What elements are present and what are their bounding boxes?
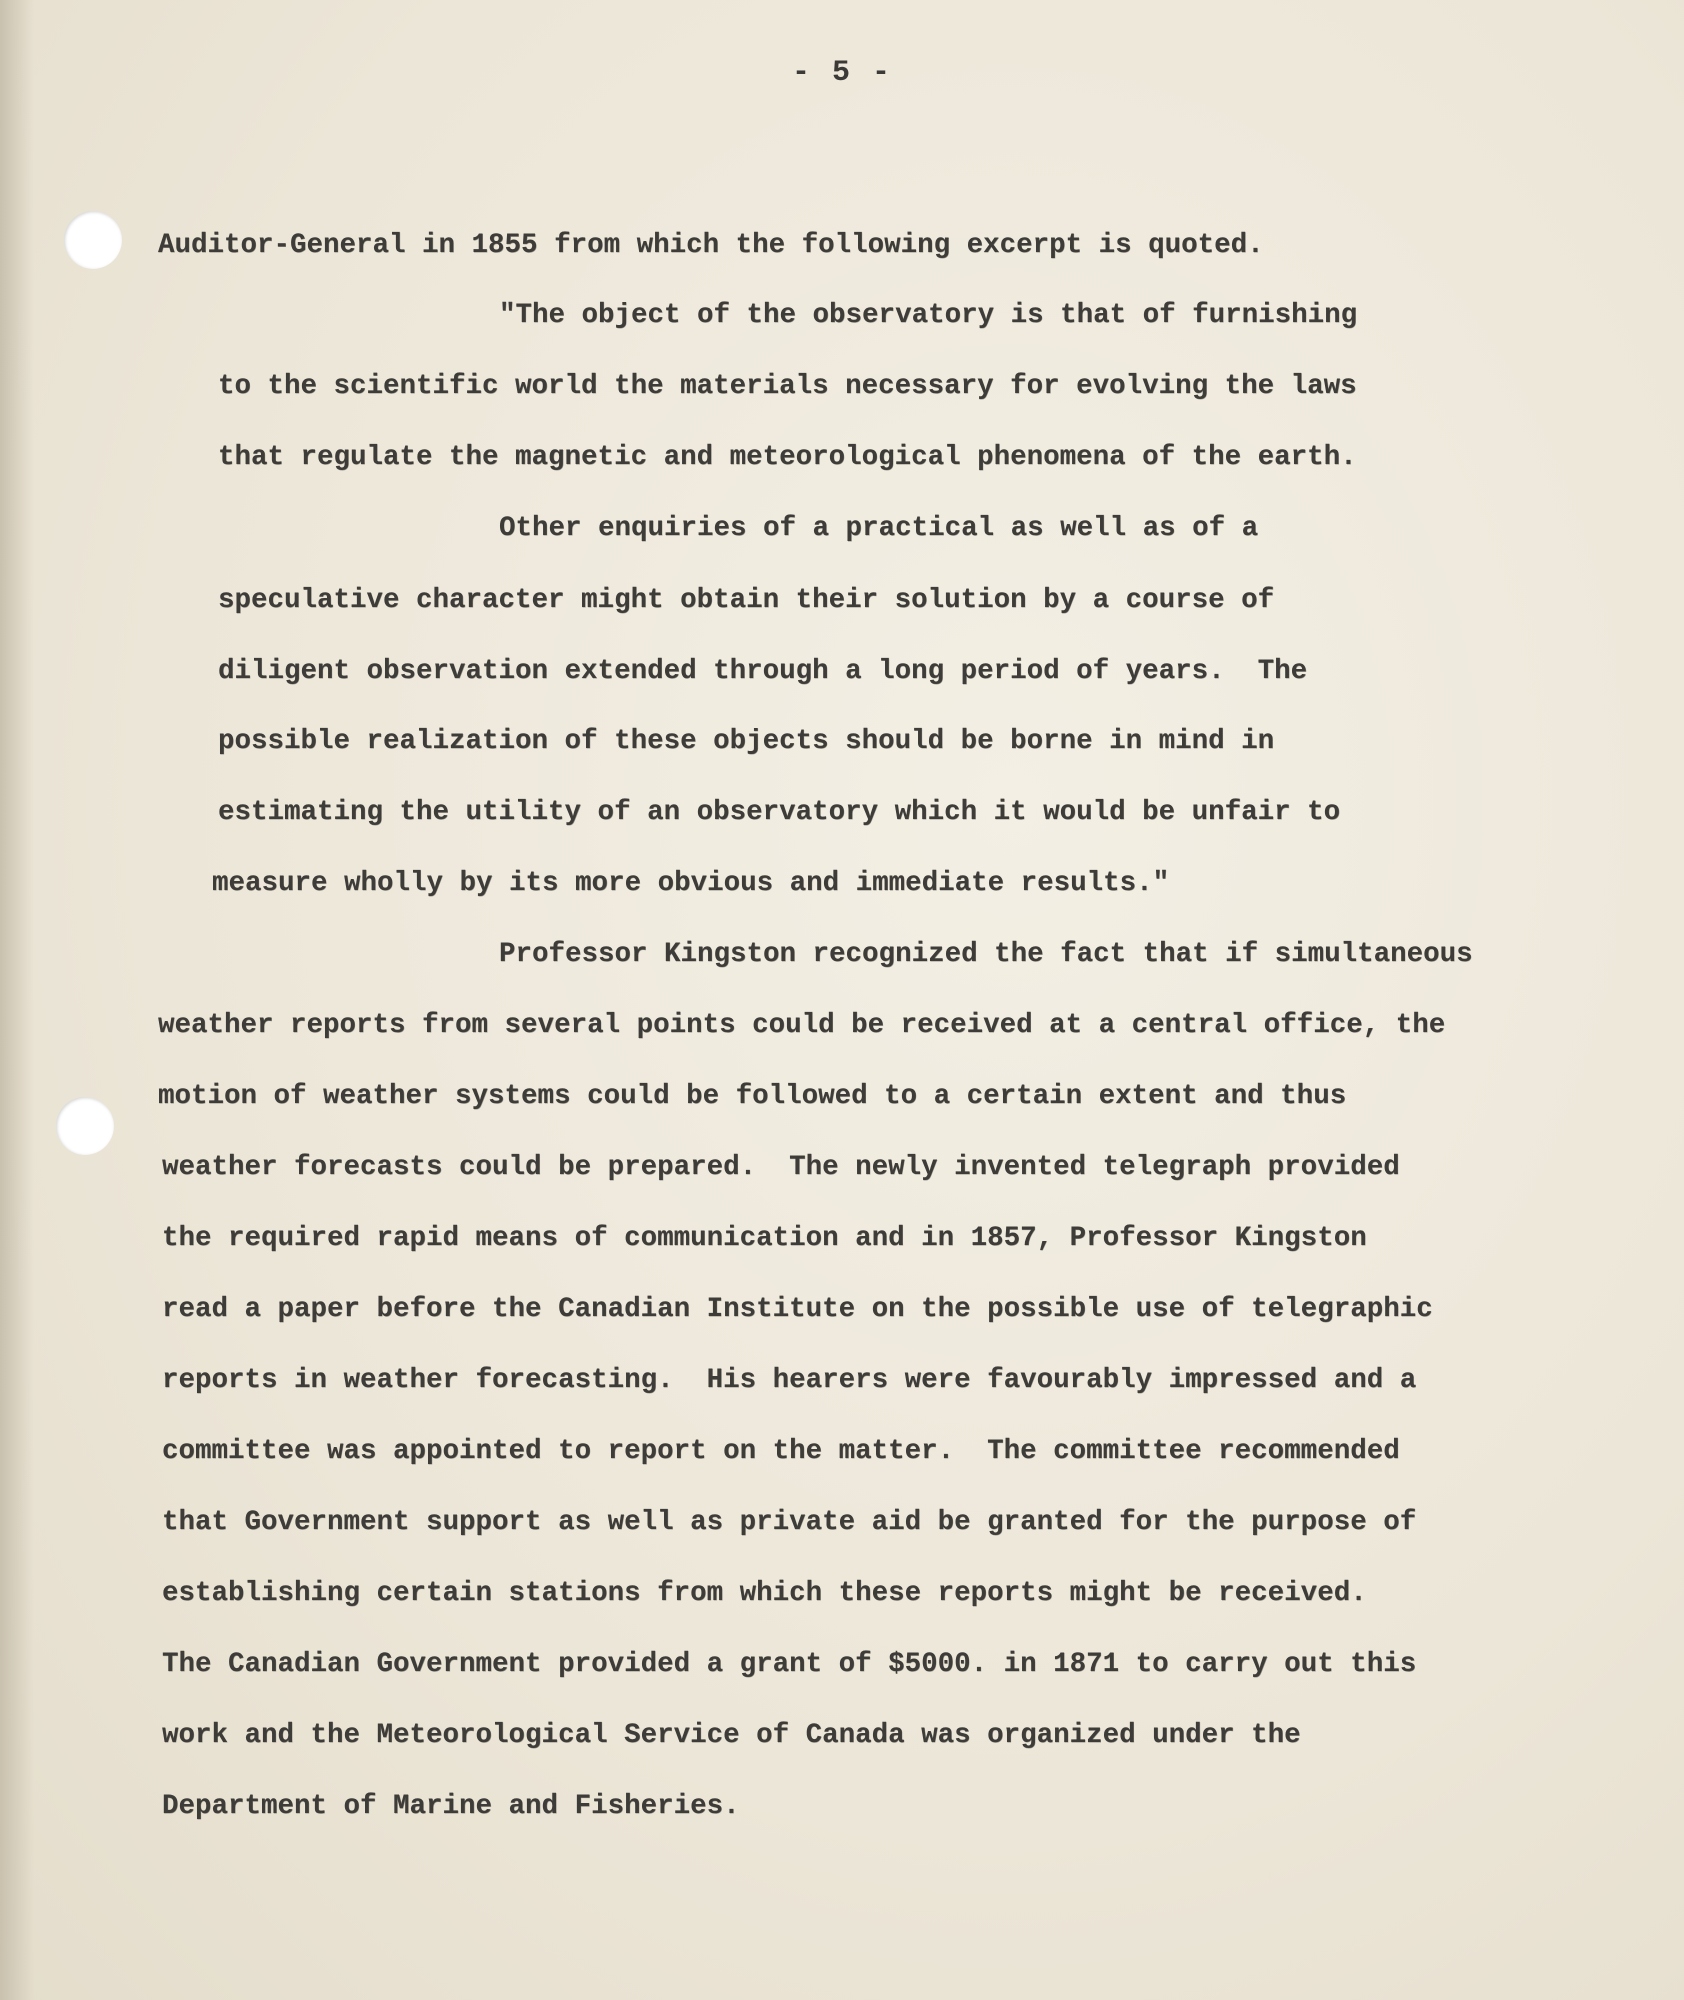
text-line: read a paper before the Canadian Institute on the possible use of telegraphic	[162, 1294, 1433, 1325]
text-line: work and the Meteorological Service of Canada was organized under the	[162, 1720, 1301, 1751]
text-line: Auditor-General in 1855 from which the following excerpt is quoted.	[158, 230, 1264, 261]
text-line: establishing certain stations from which these reports might be received.	[162, 1578, 1367, 1609]
text-line: Department of Marine and Fisheries.	[162, 1791, 740, 1822]
text-line: committee was appointed to report on the matter. The committee recommended	[162, 1436, 1400, 1467]
text-line: weather forecasts could be prepared. The newly invented telegraph provided	[162, 1152, 1400, 1183]
text-line: motion of weather systems could be followed to a certain extent and thus	[158, 1081, 1347, 1112]
text-line: that Government support as well as private aid be granted for the purpose of	[162, 1507, 1417, 1538]
text-line: weather reports from several points could be received at a central office, the	[158, 1010, 1446, 1041]
text-line: that regulate the magnetic and meteorological phenomena of the earth.	[218, 442, 1357, 473]
text-line: Professor Kingston recognized the fact that if simultaneous	[499, 939, 1473, 970]
text-line: "The object of the observatory is that of furnishing	[499, 300, 1358, 331]
text-line: possible realization of these objects should be borne in mind in	[218, 726, 1275, 757]
text-line: Other enquiries of a practical as well as of a	[499, 513, 1259, 544]
text-line: the required rapid means of communication and in 1857, Professor Kingston	[162, 1223, 1367, 1254]
text-line: estimating the utility of an observatory which it would be unfair to	[218, 797, 1341, 828]
page-edge-shadow	[0, 0, 34, 2000]
text-line: to the scientific world the materials necessary for evolving the laws	[218, 371, 1357, 402]
punch-hole-bottom	[56, 1097, 114, 1155]
text-line: measure wholly by its more obvious and immediate results."	[212, 868, 1170, 899]
text-line: diligent observation extended through a long period of years. The	[218, 656, 1308, 687]
page-number: - 5 -	[791, 56, 892, 90]
text-line: reports in weather forecasting. His hearers were favourably impressed and a	[162, 1365, 1417, 1396]
text-line: The Canadian Government provided a grant of $5000. in 1871 to carry out this	[162, 1649, 1417, 1680]
punch-hole-top	[64, 211, 122, 269]
text-line: speculative character might obtain their solution by a course of	[218, 585, 1275, 616]
